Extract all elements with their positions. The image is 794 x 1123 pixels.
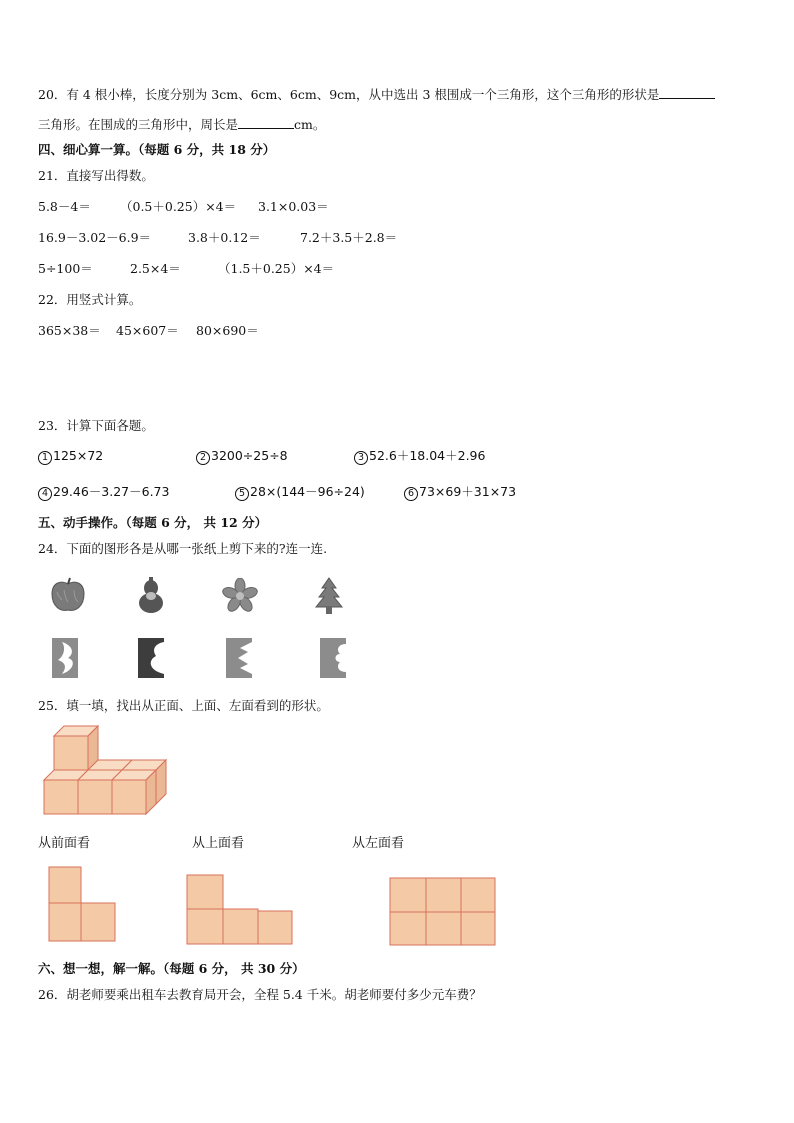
q23-stem: 23．计算下面各题。 (38, 418, 154, 433)
q21-item: （0.5＋0.25）×4＝ (120, 199, 237, 214)
section6-title: 六、想一想，解一解。（每题 6 分， 共 30 分） (38, 961, 305, 976)
q20-text-part1: 20．有 4 根小棒，长度分别为 3cm、6cm、6cm、9cm，从中选出 3 根围成一个三角形，这个三角形的形状是 (38, 87, 660, 102)
flower-icon[interactable] (220, 578, 260, 614)
q21-item: 7.2＋3.5＋2.8＝ (300, 230, 398, 245)
gourd-icon[interactable] (134, 576, 168, 616)
q23-expr: 73×69＋31×73 (419, 484, 517, 499)
q20-blank-shape[interactable] (659, 86, 715, 99)
q21-item: （1.5＋0.25）×4＝ (218, 261, 335, 276)
q22-item: 365×38＝ (38, 323, 101, 338)
q24-stem: 24．下面的图形各是从哪一张纸上剪下来的?连一连. (38, 541, 328, 556)
q21-item: 5.8－4＝ (38, 199, 91, 214)
cube-stack-figure (42, 724, 172, 816)
q21-item: 2.5×4＝ (130, 261, 181, 276)
view-label-top: 从上面看 (192, 836, 245, 851)
q23-item-5 (235, 484, 365, 501)
q23-item-3 (354, 448, 485, 465)
circled-number: 5 (235, 487, 249, 501)
q23-expr: 29.46－3.27－6.73 (53, 484, 170, 499)
q21-item: 5÷100＝ (38, 261, 93, 276)
q23-expr: 28×(144－96÷24) (250, 484, 365, 499)
q20-text-part2a: 三角形。在围成的三角形中，周长是 (38, 117, 239, 132)
view-label-front: 从前面看 (38, 836, 91, 851)
paper-gourd-cutout[interactable] (136, 636, 166, 680)
q20-text-part2b: cm。 (294, 117, 326, 132)
q21-item: 16.9－3.02－6.9＝ (38, 230, 152, 245)
q21-stem: 21．直接写出得数。 (38, 168, 154, 183)
q21-item: 3.8＋0.12＝ (188, 230, 261, 245)
front-view-grid (48, 866, 118, 944)
q21-item: 3.1×0.03＝ (258, 199, 329, 214)
tree-icon[interactable] (314, 576, 344, 616)
q23-item-4 (38, 484, 169, 501)
q20-blank-perimeter[interactable] (238, 116, 294, 129)
q23-item-6 (404, 484, 516, 501)
q23-item-1 (38, 448, 103, 465)
view-label-left: 从左面看 (352, 836, 405, 851)
top-view-grid (186, 874, 294, 946)
paper-zigzag-cutout[interactable] (224, 636, 254, 680)
apple-icon[interactable] (48, 576, 88, 616)
q23-item-2 (196, 448, 288, 465)
q20-line2 (38, 116, 325, 133)
circled-number: 3 (354, 451, 368, 465)
circled-number: 4 (38, 487, 52, 501)
q20-line1 (38, 86, 715, 103)
paper-leaf-cutout[interactable] (50, 636, 80, 680)
circled-number: 2 (196, 451, 210, 465)
q26-stem: 26．胡老师要乘出租车去教育局开会，全程 5.4 千米。胡老师要付多少元车费？ (38, 987, 482, 1002)
section4-title: 四、细心算一算。（每题 6 分，共 18 分） (38, 142, 276, 157)
q22-item: 80×690＝ (196, 323, 259, 338)
q23-expr: 3200÷25÷8 (211, 448, 288, 463)
paper-flower-cutout[interactable] (318, 636, 348, 680)
q22-item: 45×607＝ (116, 323, 179, 338)
section5-title: 五、动手操作。（每题 6 分， 共 12 分） (38, 515, 268, 530)
circled-number: 6 (404, 487, 418, 501)
q23-expr: 125×72 (53, 448, 104, 463)
q23-expr: 52.6＋18.04＋2.96 (369, 448, 486, 463)
left-view-grid (389, 877, 497, 947)
q22-stem: 22．用竖式计算。 (38, 292, 142, 307)
circled-number: 1 (38, 451, 52, 465)
q25-stem: 25．填一填，找出从正面、上面、左面看到的形状。 (38, 698, 329, 713)
